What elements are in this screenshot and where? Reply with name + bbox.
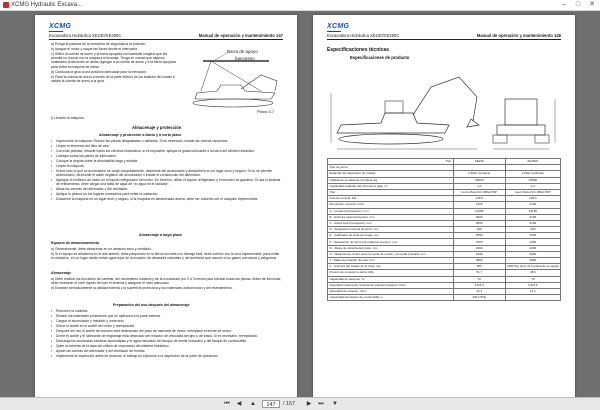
table-cell: 600: [453, 264, 505, 270]
table-cell: 2200: [453, 245, 505, 251]
app-icon: [3, 2, 9, 8]
viewer-toolbar: [0, 397, 600, 410]
table-cell: 2.6Mm suchante: [505, 171, 560, 177]
table-cell: Velocidad máxima de movimiento anterior/posterior, km/h: [328, 282, 454, 288]
table-cell: 3660: [505, 251, 560, 257]
table-cell: Capacidad del tanque de combustible, L: [328, 295, 454, 301]
list-item: • Ajuste las correas del alternador y del ventilador de bomba.: [51, 349, 283, 353]
next-page-icon[interactable]: ▶: [306, 401, 312, 407]
storage-bullets: [51, 139, 283, 202]
storing-list: [51, 277, 283, 291]
maximize-button[interactable]: □: [575, 1, 581, 8]
table-header-cell: Tipo de perno: [328, 165, 454, 171]
list-item: • Drene todo lo que se acumulador se cuaje completamente, desmonte del acumulador y almacénelo en un lugar seco y seguro. Si no se permite desmontarlo, desmonte el cable negativo del acumulador o instale el cortacircuito del alternador.: [51, 169, 283, 177]
window-title: XCMG Hydraulic Excava...: [11, 2, 83, 8]
header-model: Excavadora Hidráulica XE230/XE250C: [327, 33, 400, 38]
table-cell: K - Anchura del zapato de la pista, mm: [328, 264, 454, 270]
list-item: • Corra las pistolas, retracte todos los cilindros hidráulicos; si es imposible, aplique la grasa lubricante a la barra del cilindro hidráulico.: [51, 149, 283, 153]
list-item: • Remueve la cubierta.: [51, 309, 283, 313]
logo-underline: [49, 31, 63, 32]
table-cell: 3190: [505, 220, 560, 226]
list-item: • Implemente la inspección antes de arrancar, el trabajo es expuesto a la inspección de la parte de operación.: [51, 354, 283, 358]
list-item: e) Pase la cuerda de acero a través de la parte inferior de los bastidor del chasis e instale la cuerda de acero a la grúa.: [51, 74, 175, 83]
table-cell: Velocidad de rotación, r/min: [328, 288, 454, 294]
list-item: b) Examine periódicamente la calidad externa y la superficie protectora y los materiales anticorrosión y del revestimiento.: [51, 286, 233, 291]
table-cell: 2590: [505, 233, 560, 239]
table-cell: 430 (75%): [453, 295, 505, 301]
table-cell: A - Longitud (transporte), mm: [328, 208, 454, 214]
page-subtitle: Especificaciones de producto: [350, 55, 410, 60]
table-cell: 51,7: [453, 270, 505, 276]
xcmg-logo: XCMG: [327, 23, 350, 30]
post-storage-bullets: [51, 309, 283, 359]
list-item: • Coloque la ángula sobre la almohadilla larga y estable.: [51, 159, 283, 163]
table-cell: 2200: [505, 245, 560, 251]
list-item: • Limpie el elemento del filtro de aire.: [51, 144, 283, 148]
table-cell: 23020: [453, 177, 505, 183]
header-model: Excavadora Hidráulica XE230/XE250C: [49, 33, 122, 38]
list-item: • Después del uso el aceite de motores está deteriorado del paso de manivela de motor, reemplace el aceite de motor.: [51, 329, 283, 333]
list-item: d) Conducta la grúa a una posición adecuada para la elevación.: [51, 69, 147, 74]
page-148: [313, 15, 575, 397]
storage-space-list: [51, 247, 283, 261]
list-item: f) Levante la máquina.: [51, 116, 85, 120]
page-total: / 157: [283, 401, 296, 407]
list-item: • Quite la cubierta de la tapa del orificio de respiración del sistema hidráulico.: [51, 344, 283, 348]
table-header-cell: XE250C: [505, 159, 560, 165]
list-item: • Descarga los sustancias extrañas acumuladas y el agua mezclado del tanque de aceite hidráulico y del tanque de combustible.: [51, 339, 283, 343]
page-title: Especificaciones técnicas: [327, 47, 389, 53]
page-147: [35, 15, 297, 397]
logo-underline: [327, 31, 341, 32]
table-cell: 3190: [505, 214, 560, 220]
header-manual-page: Manual de operación y mantenimiento 148: [476, 33, 561, 38]
table-cell: Capacidad estándar del cubo de la pala, m³: [328, 183, 454, 189]
table-cell: Capacidad de ascenso, %: [328, 276, 454, 282]
list-item: a) Ponga la palanca de la cerradura de seguridad a la posición.: [51, 42, 147, 46]
excavator-dimension-drawing: [327, 63, 561, 155]
table-cell: 1,0: [453, 183, 505, 189]
subheading-storage-space: Espacio de almacenamiento: [51, 241, 100, 245]
table-cell: 48,9: [505, 270, 560, 276]
table-cell: H - Distancia de centro entre la rueda de sostén y la rueda primaria, mm: [328, 251, 454, 257]
table-cell: F - Separación de tierra a la máquina superior, mm: [328, 239, 454, 245]
page-number-input[interactable]: 147: [262, 400, 280, 408]
table-cell: 2590: [453, 233, 505, 239]
table-cell: D - Separación mínima de tierra, mm: [328, 227, 454, 233]
table-cell: 1,2: [505, 183, 560, 189]
figure-label: bancestro: [235, 56, 255, 61]
table-cell: E - Calibrador de pista de oruga, mm: [328, 233, 454, 239]
spec-table: [327, 158, 561, 301]
table-cell: 10185: [453, 208, 505, 214]
table-cell: Tipo: [328, 189, 454, 195]
figure-label: Barra de apoyo: [227, 49, 258, 54]
table-cell: 2990: [453, 214, 505, 220]
minimize-button[interactable]: –: [562, 1, 566, 8]
lift-final-step: [51, 116, 281, 121]
table-cell: 5,5/3,5: [453, 282, 505, 288]
page-header: [49, 23, 283, 40]
section-heading-storage: Almacenaje y protección: [132, 125, 182, 130]
table-cell: 460: [453, 227, 505, 233]
list-item: • Elimine los materiales protectores que se aplicaron a la parte externa.: [51, 314, 283, 318]
figure-caption: Plano 5-7: [257, 109, 275, 114]
list-item: • Agregue el inhibidor de moho en el líquido refrigerador del motor. En invierno, utilice el líquido refrigerador y el bombeo es gasolina. Si usa el sistema de enfriamiento, debe cargar una tabla de agua de 'no agua en el radiador'.: [51, 178, 283, 186]
table-cell: 5,5/3,5: [505, 282, 560, 288]
table-cell: 2100: [453, 202, 505, 208]
table-cell: Isuzu Motor/CC-6BG1TRP: [453, 189, 505, 195]
list-item: • Inspeccione la máquina. Repare las piezas desgastadas o dañadas. Si es necesario, instale las nuevas repuestos.: [51, 139, 283, 143]
table-cell: B - Anchura total (transporte), mm: [328, 214, 454, 220]
table-cell: 2860: [505, 258, 560, 264]
table-cell: 25500: [505, 177, 560, 183]
table-cell: Isuzu Motor/CC-6BG1TRP: [505, 189, 560, 195]
table-cell: 2100: [505, 202, 560, 208]
list-item: b) Si el equipo se almacena en el aire abierto, debe parquearlo en la tierra concreta con drenaje fácil; debe cubrirlo con la lona impermeable, para evitar la oxidación, en un lugar donde existe agua lejos de la invasión de desastres naturales y del ambiente que causen a los gases corrosivos y peligrosos.: [51, 252, 280, 261]
table-cell: 128,5: [453, 196, 505, 202]
table-cell: 128,5: [505, 196, 560, 202]
document-viewer[interactable]: [0, 11, 600, 397]
page-up-icon[interactable]: ▲: [250, 401, 256, 407]
table-cell: 12,1: [505, 288, 560, 294]
table-cell: 1060: [505, 239, 560, 245]
table-cell: G - Altura de cubierta del motor, mm: [328, 245, 454, 251]
header-manual-page: Manual de operación y mantenimiento 147: [198, 33, 283, 38]
previous-page-icon[interactable]: ◀: [236, 401, 242, 407]
lifting-diagram: [181, 47, 285, 117]
list-item: • Estacione la máquina en un lugar seco y seguro, si la máquina es almacenada afuera, debe ser cubierta con el casquillo impermeable.: [51, 197, 283, 201]
list-item: • Afloje las correas del alternador y del ventilador.: [51, 187, 283, 191]
list-item: b) Apague el motor y saque las llaves desde el interruptor.: [51, 47, 139, 51]
table-cell: 2.6Mm suchante: [453, 171, 505, 177]
table-cell: 70: [505, 276, 560, 282]
list-item: a) Debe realizar los funciones de caminar, del movimiento rotatorio y de la excavación por 2 a 3 meses para lubricar todas las piezas. Antes de funcionar, debe examinar el nivel líquido de todo el sistema y asegurar el nivel adecuado.: [51, 277, 282, 286]
table-cell: 460: [505, 227, 560, 233]
list-item: • Drene el aceite en el aceite del motor y reemplácelo.: [51, 324, 283, 328]
table-cell: C - Altura total (transporte), mm: [328, 220, 454, 226]
table-cell: Fuerza nominal, kW: [328, 196, 454, 202]
subheading-long-term: Almacenaje a largo plazo: [139, 233, 182, 237]
table-cell: 3000: [453, 220, 505, 226]
table-cell: Presión de conexión a tierra, kPa: [328, 270, 454, 276]
page-header: [327, 23, 561, 40]
xcmg-logo: XCMG: [49, 23, 72, 30]
table-cell: Revolución nominal, r/min: [328, 202, 454, 208]
list-item: • Cargue el acumulador y instálelo y conéctelo.: [51, 319, 283, 323]
list-item: • Aplique la pintura en los lugares necesarios para evitar la oxidación.: [51, 192, 283, 196]
subheading-post-storage: Preparación del uso después del almacenaje: [113, 303, 190, 307]
table-row: [328, 295, 561, 301]
close-button[interactable]: ✕: [589, 1, 595, 8]
lifting-steps: [51, 42, 179, 84]
last-page-icon[interactable]: ⏭: [318, 401, 324, 407]
title-bar: [0, 0, 600, 11]
table-cell: 600(Tres tipos de la placa de la rueda): [507, 264, 559, 269]
page-down-icon[interactable]: ▼: [332, 401, 338, 407]
table-cell: Estándar del dispositivo de trabajo: [328, 171, 454, 177]
list-item: • Lubrique todas las partes de lubricación.: [51, 154, 283, 158]
subheading-storing: Almacenaje: [51, 271, 71, 275]
list-item: a) Generalmente, debe almacenar en un almacén seco y ventilado.: [51, 247, 153, 251]
table-cell: 10185: [505, 208, 560, 214]
table-header-cell: Tipo: [328, 159, 454, 165]
table-cell: Calidad de la máquina completa, kg: [328, 177, 454, 183]
table-cell: 12,1: [453, 288, 505, 294]
first-page-icon[interactable]: ⏮: [224, 401, 230, 407]
table-cell: J - Radio de rotación de cola, mm: [328, 258, 454, 264]
table-cell: 3430: [453, 251, 505, 257]
list-item: c) Utilice la cuerda de acero y la barra apoyada con bastante longitud que les permita no chocar con la máquina al levantar. Tenga en cuenta que algunos materiales protectores se deben agregar a la cuerda de acero y a la barra apoyada para evitar la máquina de dañar.: [51, 52, 176, 69]
table-header-cell: XE230: [453, 159, 505, 165]
list-item: • Drene el aceite y el lubricante de engranaje está desecado del reductor de velocidad del giro y de trasla. Si es necesario, reemplácelo.: [51, 334, 283, 338]
table-cell: 2860: [453, 258, 505, 264]
subheading-short-term: Almacenaje y protección a diario y a corto plazo: [99, 133, 182, 137]
list-item: • Limpie la máquina.: [51, 164, 283, 168]
table-cell: [505, 295, 560, 301]
table-cell: 70: [453, 276, 505, 282]
table-cell: 1060: [453, 239, 505, 245]
